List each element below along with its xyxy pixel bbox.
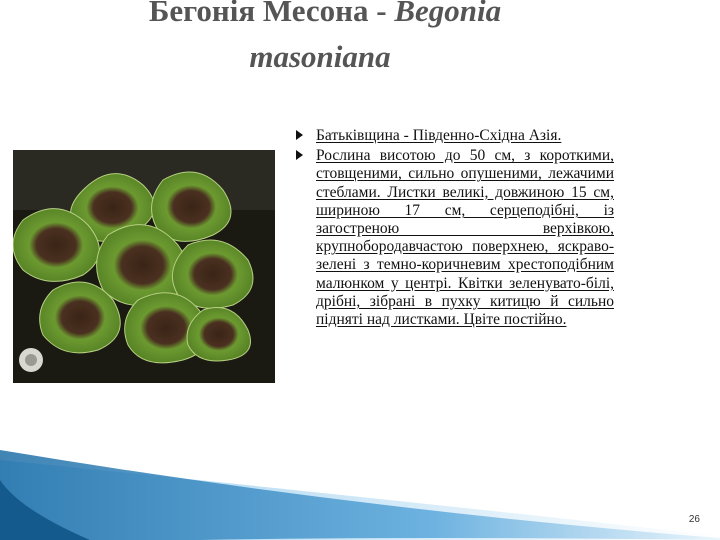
list-item bbox=[296, 127, 614, 145]
description-list bbox=[296, 127, 614, 329]
title-latin-part1: Begonia bbox=[394, 0, 502, 28]
begonia-photo bbox=[13, 150, 275, 383]
begonia-illustration bbox=[13, 150, 275, 383]
list-item bbox=[296, 147, 614, 329]
bullet-arrow-icon bbox=[296, 130, 303, 140]
decorative-swoosh bbox=[0, 440, 720, 540]
bullet-text-homeland: Батьківщина - Південно-Східна Азія. bbox=[316, 127, 562, 144]
title-latin-part2: masoniana bbox=[249, 39, 391, 74]
bullet-text-description: Рослина висотою до 50 см, з короткими, стовщеними, сильно опушеними, лежачими стеблами. Листки великі, довжиною 15 см, шириною 17 см, серцеподібні, із загостреною верхівкою, крупнобородавчастою поверхнею, яскраво-зелені з темно-коричневим хрестоподібним малюнком у центрі. Квітки зеленувато-білі, дрібні, зібрані в пухку китицю й сильно підняті над листками. Цвіте постійно. bbox=[316, 147, 614, 329]
title-ukrainian: Бегонія Месона - bbox=[148, 0, 395, 28]
slide-number: 26 bbox=[688, 514, 700, 525]
bullet-arrow-icon bbox=[296, 150, 303, 160]
slide-title bbox=[0, 0, 660, 80]
